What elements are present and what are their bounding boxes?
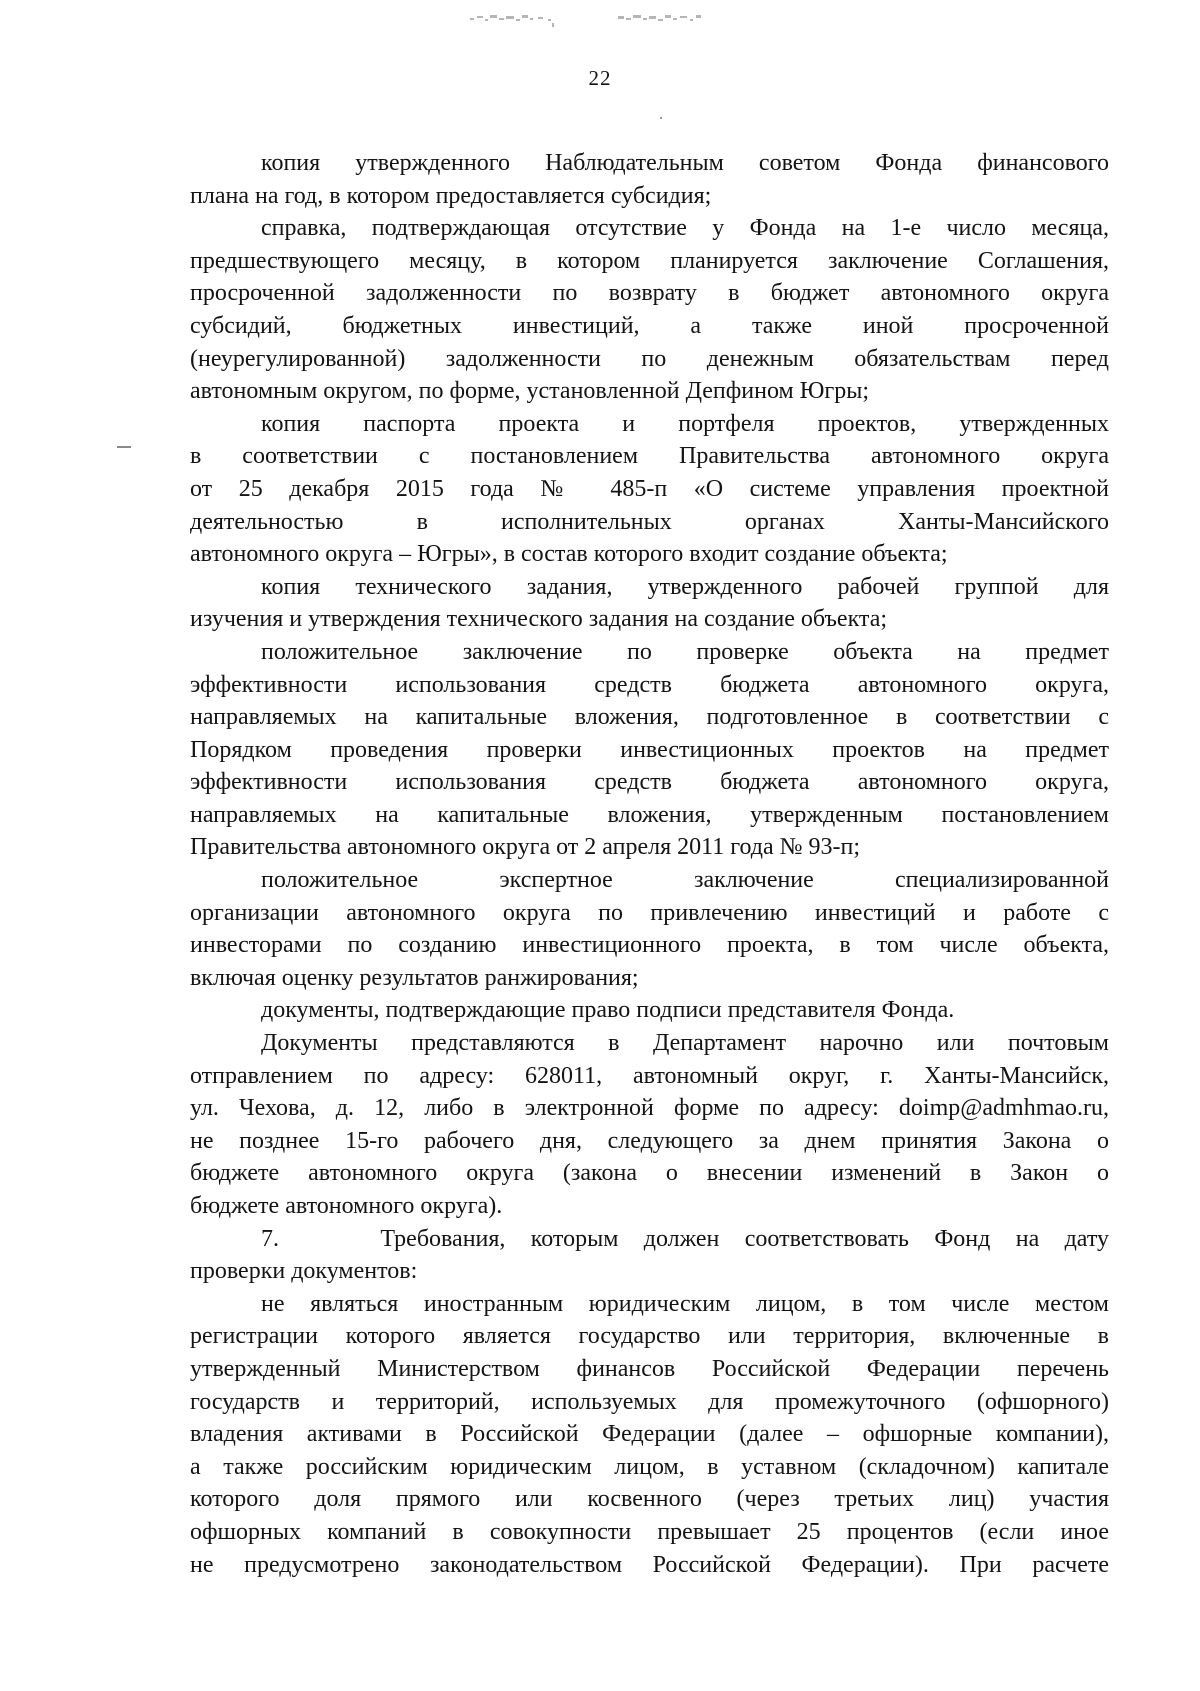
text-line: эффективности использования средств бюджета автономного округа,: [190, 769, 1109, 796]
text-line: эффективности использования средств бюджета автономного округа,: [190, 671, 1109, 698]
text-line: отправлением по адресу: 628011, автономный округ, г. Ханты-Мансийск,: [190, 1062, 1109, 1089]
text-line: проверки документов:: [190, 1258, 418, 1285]
text-line: 7. Требования, которым должен соответствовать Фонд на дату: [261, 1225, 1109, 1252]
text-line: инвесторами по созданию инвестиционного проекта, в том числе объекта,: [190, 932, 1109, 959]
scan-artifact-icon: [468, 10, 768, 40]
text-line: копия технического задания, утвержденного рабочей группой для: [261, 573, 1109, 600]
text-line: копия паспорта проекта и портфеля проектов, утвержденных: [261, 410, 1109, 437]
text-line: не являться иностранным юридическим лицом, в том числе местом: [261, 1290, 1109, 1317]
document-body: [190, 147, 1109, 1581]
text-line: просроченной задолженности по возврату в бюджет автономного округа: [190, 280, 1109, 307]
text-line: (неурегулированной) задолженности по денежным обязательствам перед: [190, 345, 1109, 372]
text-line: офшорных компаний в совокупности превышает 25 процентов (если иное: [190, 1518, 1109, 1545]
text-line: автономного округа – Югры», в состав которого входит создание объекта;: [190, 541, 948, 568]
text-line: ул. Чехова, д. 12, либо в электронной форме по адресу: doimp@admhmao.ru,: [190, 1095, 1109, 1122]
text-line: бюджете автономного округа).: [190, 1193, 503, 1219]
text-line: Порядком проведения проверки инвестиционных проектов на предмет: [190, 736, 1109, 763]
text-line: предшествующего месяцу, в котором планируется заключение Соглашения,: [190, 247, 1109, 274]
text-line: не предусмотрено законодательством Российской Федерации). При расчете: [190, 1551, 1109, 1578]
text-line: государств и территорий, используемых для промежуточного (офшорного): [190, 1388, 1109, 1415]
text-line: субсидий, бюджетных инвестиций, а также иной просроченной: [190, 312, 1109, 339]
page-number: 22: [588, 66, 612, 90]
text-line: положительное экспертное заключение специализированной: [261, 867, 1109, 894]
text-line: утвержденный Министерством финансов Российской Федерации перечень: [190, 1355, 1109, 1382]
text-line: автономным округом, по форме, установленной Депфином Югры;: [190, 378, 870, 405]
margin-mark: [117, 446, 131, 448]
text-line: направляемых на капитальные вложения, утвержденным постановлением: [190, 801, 1109, 828]
text-line: Документы представляются в Департамент нарочно или почтовым: [261, 1030, 1109, 1057]
text-line: деятельностью в исполнительных органах Ханты-Мансийского: [190, 508, 1109, 535]
text-line: копия утвержденного Наблюдательным советом Фонда финансового: [261, 150, 1109, 176]
text-line: положительное заключение по проверке объекта на предмет: [261, 638, 1109, 665]
text-line: справка, подтверждающая отсутствие у Фонда на 1-е число месяца,: [261, 215, 1109, 242]
text-line: в соответствии с постановлением Правительства автономного округа: [190, 443, 1109, 470]
text-line: владения активами в Российской Федерации (далее – офшорные компании),: [190, 1421, 1109, 1448]
text-line: которого доля прямого или косвенного (через третьих лиц) участия: [190, 1486, 1109, 1513]
text-line: направляемых на капитальные вложения, подготовленное в соответствии с: [190, 704, 1109, 731]
text-line: от 25 декабря 2015 года № 485-п «О системе управления проектной: [190, 475, 1109, 502]
scan-dot: [660, 117, 662, 119]
text-line: включая оценку результатов ранжирования;: [190, 964, 639, 991]
text-line: не позднее 15-го рабочего дня, следующего за днем принятия Закона о: [190, 1127, 1109, 1154]
text-line: регистрации которого является государство или территория, включенные в: [190, 1323, 1109, 1350]
text-line: плана на год, в котором предоставляется субсидия;: [190, 182, 712, 209]
text-line: изучения и утверждения технического задания на создание объекта;: [190, 606, 888, 633]
text-line: а также российским юридическим лицом, в уставном (складочном) капитале: [190, 1453, 1109, 1480]
text-line: организации автономного округа по привлечению инвестиций и работе с: [190, 899, 1109, 926]
text-line: документы, подтверждающие право подписи представителя Фонда.: [261, 997, 955, 1024]
text-line: бюджете автономного округа (закона о внесении изменений в Закон о: [190, 1160, 1109, 1187]
text-line: Правительства автономного округа от 2 апреля 2011 года № 93-п;: [190, 834, 861, 861]
